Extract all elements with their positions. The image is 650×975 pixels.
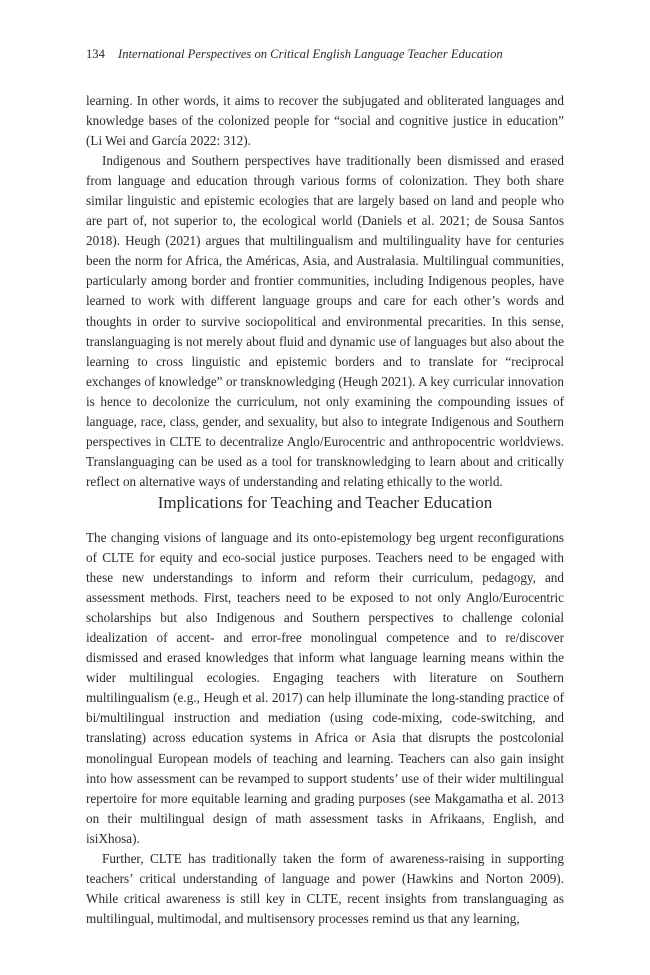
page-number: 134: [86, 47, 105, 61]
section-heading: Implications for Teaching and Teacher Education: [157, 493, 493, 512]
paragraph: The changing visions of language and its onto-epistemology beg urgent reconfigurations of CLTE for equity and eco-social justice purposes. Teachers need to be engaged with these new understandings to inform and reform their curriculum, pedagogy, and assessment methods. First, teachers need to be exposed to not only Anglo/Eurocentric scholarships but also Indigenous and Southern perspectives to challenge colonial idealization of accent- and error-free monolingual competence and to re/discover dismissed and erased knowledges that inform what language learning means within the wider multilingual ecologies. Engaging teachers with literature on Southern multilingualism (e.g., Heugh et al. 2017) can help illuminate the long-standing practice of bi/multilingual instruction and mediation (using code-mixing, code-switching, and translating) across education systems in Africa or Asia that disrupts the postcolonial monolingual European models of teaching and learning. Teachers can also gain insight into how assessment can be revamped to support students’ use of their wider multilingual repertoire for more equitable learning and grading purposes (see Makgamatha et al. 2013 on their multilingual design of math assessment tasks in Afrikaans, English, and isiXhosa).: [86, 530, 564, 846]
paragraph-continued: learning. In other words, it aims to recover the subjugated and obliterated languages and knowledge bases of the colonized people for “social and cognitive justice in education” (Li Wei and García 2022: 312).: [86, 93, 564, 149]
body-text-upper: [86, 91, 564, 492]
running-title: International Perspectives on Critical English Language Teacher Education: [118, 47, 503, 61]
running-head: [86, 44, 566, 64]
body-text-lower: [86, 528, 564, 929]
paragraph: Indigenous and Southern perspectives have traditionally been dismissed and erased from language and education through various forms of colonization. They both share similar linguistic and epistemic ecologies that are largely based on land and people who are part of, not superior to, the ecological world (Daniels et al. 2021; de Sousa Santos 2018). Heugh (2021) argues that multilingualism and multilinguality have for centuries been the norm for Africa, the Américas, Asia, and Australasia. Multilingual communities, particularly among border and frontier communities, including Indigenous peoples, have learned to work with different language groups and care for each other’s words and thoughts in order to survive sociopolitical and environmental precarities. In this sense, translanguaging is not merely about fluid and dynamic use of languages but also about the learning to cross linguistic and epistemic borders and to translate for “reciprocal exchanges of knowledge” or transknowledging (Heugh 2021). A key curricular innovation is hence to decolonize the curriculum, not only examining the compounding issues of language, race, class, gender, and sexuality, but also to integrate Indigenous and Southern perspectives in CLTE to decentralize Anglo/Eurocentric and anthropocentric worldviews. Translanguaging can be used as a tool for transknowledging to learn about and critically reflect on alternative ways of understanding and relating ethically to the world.: [86, 153, 564, 489]
paragraph: Further, CLTE has traditionally taken the form of awareness-raising in supporting teachers’ critical understanding of language and power (Hawkins and Norton 2009). While critical awareness is still key in CLTE, recent insights from translanguaging as multilingual, multimodal, and multisensory processes remind us that any learning,: [86, 850, 564, 926]
